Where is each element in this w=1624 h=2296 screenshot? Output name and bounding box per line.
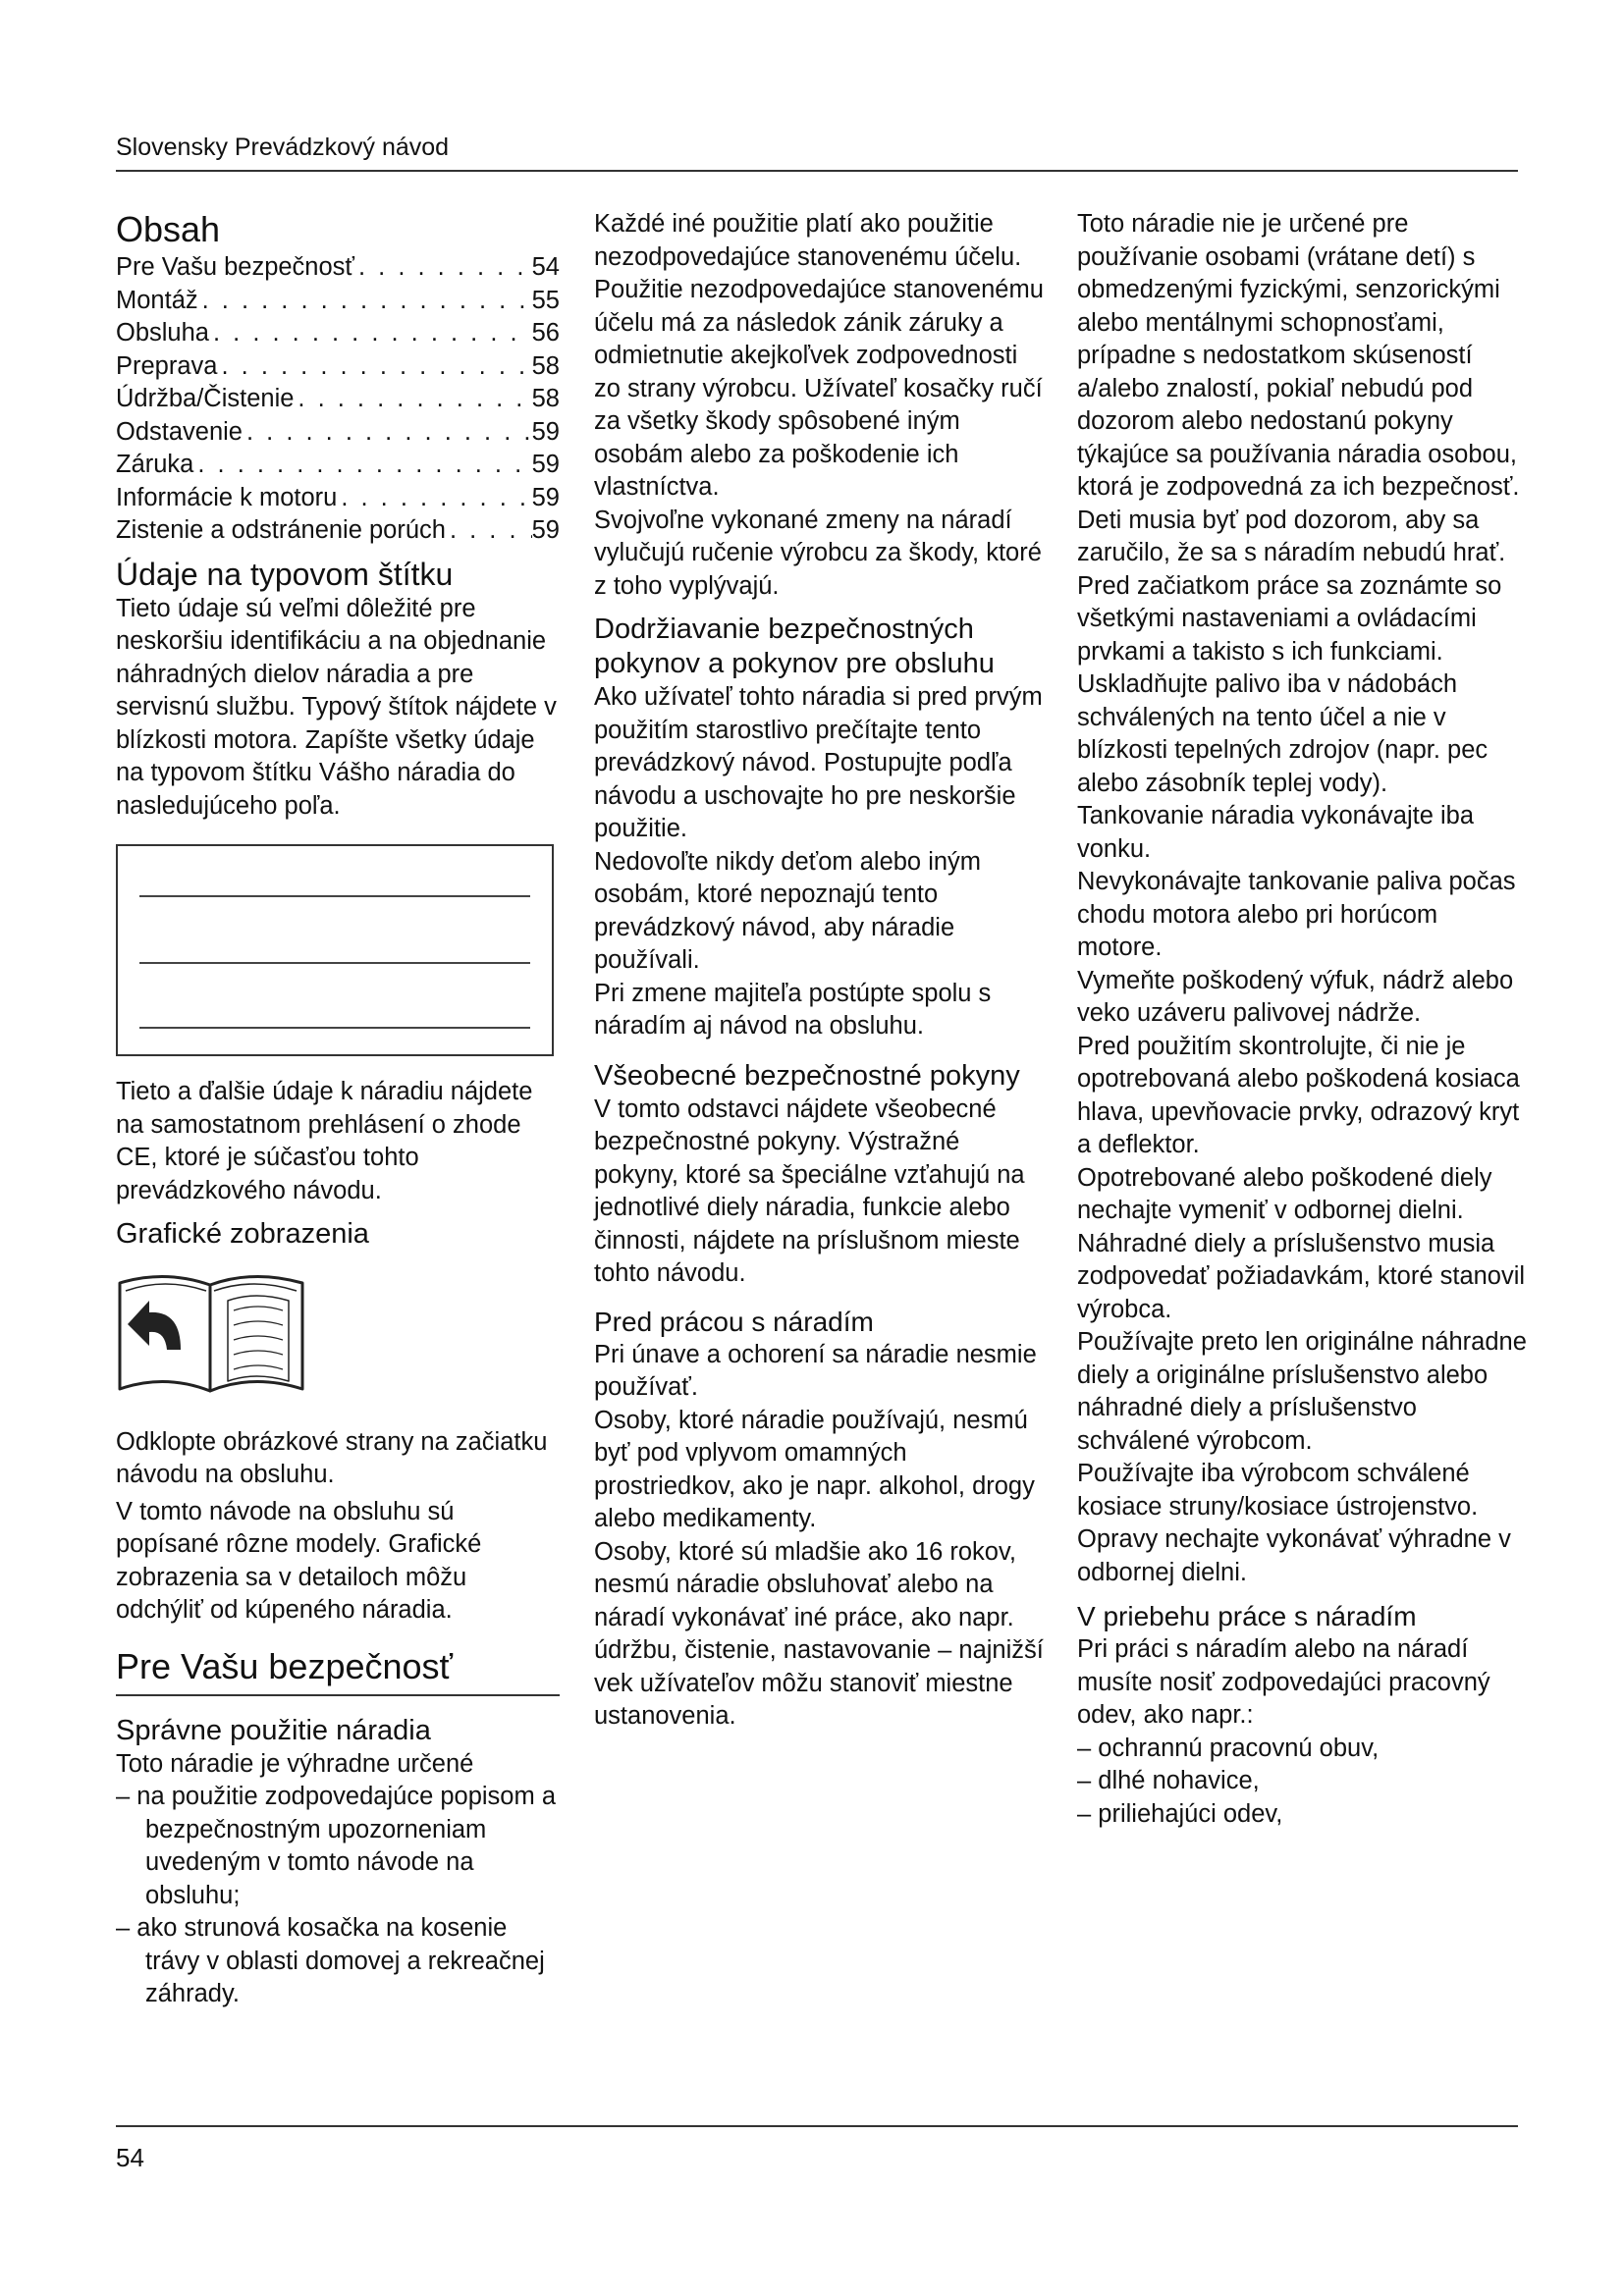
toc-entry[interactable]: Údržba/Čistenie . . . 58: [116, 383, 560, 416]
before-work-p11: Pred použitím skontrolujte, či nie je opotrebovaná alebo poškodená kosiaca hlava, upevňovacie prvky, odrazový kryt a deflektor.: [1077, 1032, 1520, 1158]
toc-entry[interactable]: Preprava . . . 58: [116, 350, 560, 384]
column-2: [594, 208, 1046, 1734]
general-p1: V tomto odstavci nájdete všeobecné bezpečnostné pokyny. Výstražné pokyny, ktoré sa špeciálne vzťahujú na jednotlivé diely náradia, funkcie alebo činnosti, nájdete na príslušnom mieste tohto návodu.: [594, 1095, 1025, 1287]
before-work-p6: Pred začiatkom práce sa zoznámte so všetkými nastaveniami a ovládacími prvkami a takisto s ich funkciami.: [1077, 571, 1502, 666]
column-3: [1077, 208, 1529, 1831]
before-work-p4: Toto náradie nie je určené pre používanie osobami (vrátane detí) s obmedzenými fyzickými, senzorickými alebo mentálnymi schopnosťami, prípadne s nedostatkom skúseností a/alebo znalostí, pokiaľ nebudú pod dozorom alebo nedostanú pokyny týkajúce sa používania náradia osobou, ktorá je zodpovedná za ich bezpečnosť.: [1077, 210, 1520, 501]
compliance-p3: Pri zmene majiteľa postúpte spolu s náradím aj návod na obsluhu.: [594, 979, 992, 1040]
before-work-p10: Vymeňte poškodený výfuk, nádrž alebo veko uzáveru palivovej nádrže.: [1077, 966, 1514, 1027]
typeplate-after-text: Tieto a ďalšie údaje k náradiu nájdete na samostatnom prehlásení o zhode CE, ktoré je súčasťou tohto prevádzkového návodu.: [116, 1078, 533, 1204]
general-heading: Všeobecné bezpečnostné pokyny: [594, 1059, 1020, 1092]
before-work-p3: Osoby, ktoré sú mladšie ako 16 rokov, nesmú náradie obsluhovať alebo na náradí vykonávať iné práce, ako napr. údržbu, čistenie, nastavovanie – najnižší vek užívateľov môžu stanoviť miestne ustanovenia.: [594, 1537, 1044, 1730]
list-item: – priliehajúci odev,: [1077, 1798, 1529, 1832]
before-work-p13: Náhradné diely a príslušenstvo musia zodpovedať požiadavkám, ktoré stanovil výrobca.: [1077, 1229, 1526, 1323]
list-item: – na použitie zodpovedajúce popisom a bezpečnostným upozorneniam uvedeným v tomto návode na obsluhu;: [116, 1781, 560, 1912]
before-work-heading: Pred prácou s náradím: [594, 1306, 874, 1337]
graphics-p1: Odklopte obrázkové strany na začiatku návodu na obsluhu.: [116, 1427, 548, 1488]
before-work-p15: Používajte iba výrobcom schválené kosiace struny/kosiace ústrojenstvo.: [1077, 1460, 1479, 1521]
toc-entry[interactable]: Odstavenie . . . 59: [116, 416, 560, 450]
proper-use-intro: Toto náradie je výhradne určené: [116, 1749, 474, 1778]
toc-entry[interactable]: Záruka . . . 59: [116, 449, 560, 482]
proper-use-list: [116, 1781, 560, 2011]
proper-use-other: Každé iné použitie platí ako použitie nezodpovedajúce stanovenému účelu. Použitie nezodpovedajúce stanovenému účelu má za následok zánik záruky a odmietnutie akejkoľvek zodpovednosti zo strany výrobcu. Užívateľ kosačky ručí za všetky škody spôsobené iným osobám alebo za poškodenie ich vlastníctva.: [594, 210, 1044, 501]
toc-entry[interactable]: Zistenie a odstránenie porúch . . . 59: [116, 514, 560, 548]
before-work-p14: Používajte preto len originálne náhradne diely a originálne príslušenstvo alebo náhradné diely a príslušenstvo schválené výrobcom.: [1077, 1328, 1527, 1455]
typeplate-heading: Údaje na typovom štítku: [116, 556, 454, 592]
list-item: – dlhé nohavice,: [1077, 1765, 1529, 1798]
clothing-list: [1077, 1733, 1529, 1832]
entry-line: [139, 962, 530, 964]
toc-entry[interactable]: Pre Vašu bezpečnosť . . . 54: [116, 251, 560, 285]
typeplate-text: Tieto údaje sú veľmi dôležité pre neskoršiu identifikáciu a na objednanie náhradných dielov náradia a pre servisnú službu. Typový štítok nájdete v blízkosti motora. Zapíšte všetky údaje na typovom štítku Vášho náradia do nasledujúceho poľa.: [116, 594, 557, 820]
footer-rule: [116, 2125, 1518, 2127]
before-work-p8: Tankovanie náradia vykonávajte iba vonku.: [1077, 802, 1475, 863]
list-item: – ako strunová kosačka na kosenie trávy v oblasti domovej a rekreačnej záhrady.: [116, 1912, 560, 2011]
toc-title: Obsah: [116, 209, 221, 249]
column-1: [116, 208, 560, 2011]
before-work-p9: Nevykonávajte tankovanie paliva počas chodu motora alebo pri horúcom motore.: [1077, 868, 1516, 961]
proper-use-heading: Správne použitie náradia: [116, 1714, 431, 1746]
typeplate-entry-box[interactable]: [116, 844, 554, 1056]
before-work-p2: Osoby, ktoré náradie používajú, nesmú byť pod vplyvom omamných prostriedkov, ako je napr. alkohol, drogy alebo medikamenty.: [594, 1406, 1035, 1532]
graphics-p2: V tomto návode na obsluhu sú popísané rôzne modely. Grafické zobrazenia sa v detailoch môžu odchýliť od kúpeného náradia.: [116, 1497, 482, 1624]
book-icon: [116, 1271, 560, 1409]
toc-list: [116, 251, 560, 548]
compliance-p2: Nedovoľte nikdy deťom alebo iným osobám, ktoré nepoznajú tento prevádzkový návod, aby náradie používali.: [594, 847, 982, 974]
before-work-p5: Deti musia byť pod dozorom, aby sa zaručilo, že sa s náradím nebudú hrať.: [1077, 506, 1506, 566]
compliance-heading: Dodržiavanie bezpečnostných pokynov a pokynov pre obsluhu: [594, 614, 995, 679]
page-number: 54: [116, 2143, 144, 2172]
before-work-p1: Pri únave a ochorení sa náradie nesmie používať.: [594, 1340, 1037, 1401]
page-header: Slovensky Prevádzkový návod: [116, 133, 450, 161]
toc-entry[interactable]: Montáž . . . 55: [116, 285, 560, 318]
header-rule: [116, 170, 1518, 172]
during-work-heading: V priebehu práce s náradím: [1077, 1601, 1417, 1631]
toc-entry[interactable]: Informácie k motoru . . . 59: [116, 482, 560, 515]
before-work-p7: Uskladňujte palivo iba v nádobách schválených na tento účel a nie v blízkosti tepelných zdrojov (napr. pec alebo zásobník teplej vody).: [1077, 670, 1489, 797]
graphics-heading: Grafické zobrazenia: [116, 1218, 369, 1250]
during-work-p1: Pri práci s náradím alebo na náradí musíte nosiť zodpovedajúci pracovný odev, ako napr.:: [1077, 1635, 1490, 1729]
entry-line: [139, 1027, 530, 1029]
safety-heading: Pre Vašu bezpečnosť: [116, 1645, 560, 1696]
before-work-p16: Opravy nechajte vykonávať výhradne v odbornej dielni.: [1077, 1525, 1511, 1586]
before-work-p12: Opotrebované alebo poškodené diely nechajte vymeniť v odbornej dielni.: [1077, 1163, 1492, 1224]
entry-line: [139, 895, 530, 897]
proper-use-changes: Svojvoľne vykonané zmeny na náradí vylučujú ručenie výrobcu za škody, ktoré z toho vyplývajú.: [594, 506, 1042, 600]
toc-entry[interactable]: Obsluha . . . 56: [116, 317, 560, 350]
compliance-p1: Ako užívateľ tohto náradia si pred prvým použitím starostlivo prečítajte tento prevádzkový návod. Postupujte podľa návodu a uschovajte ho pre neskoršie použitie.: [594, 683, 1043, 842]
list-item: – ochrannú pracovnú obuv,: [1077, 1733, 1529, 1766]
